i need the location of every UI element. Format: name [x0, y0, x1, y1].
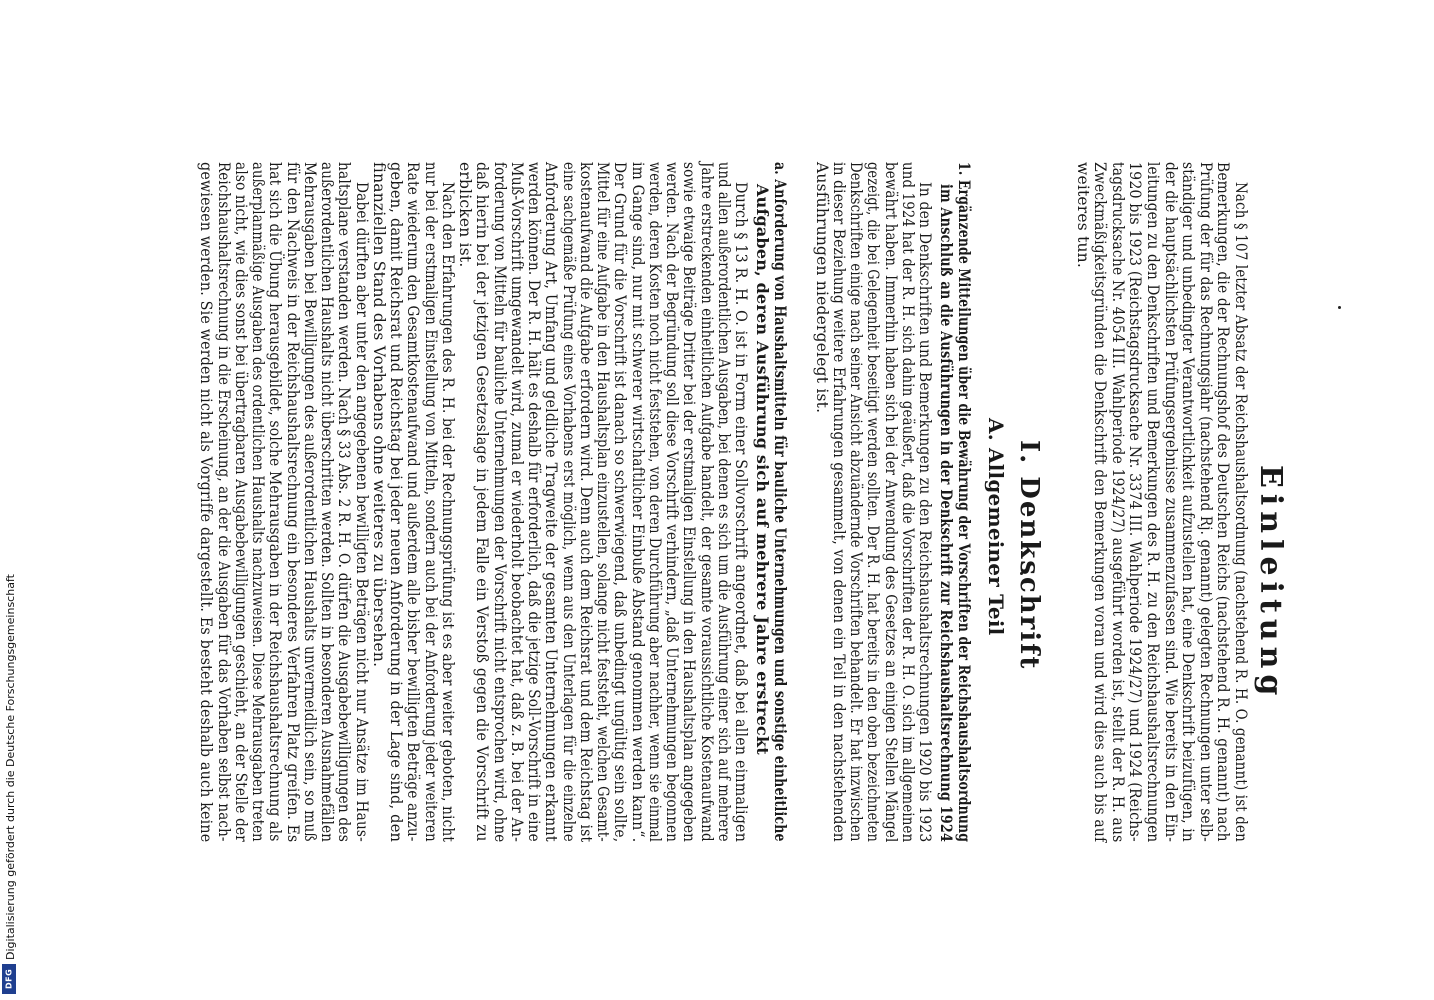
dfg-logo: DFG — [2, 964, 16, 994]
body-line: Mehrausgaben bei Bewilligungen des außerordentlichen Haushalts unvermeidlich sein, so muß — [300, 162, 319, 842]
body-line: geben, damit Reichsrat und Reichstag bei jeder neuen Anforderung in der Lage sind, den — [387, 162, 405, 843]
intro-line: leitungen zu den Denkschriften und Bemerkungen des R. H. zu den Reichshaushaltsrechnungen — [1144, 162, 1162, 843]
sub1-line: und 1924 hat der R. H. sich dahin geäußert, daß die Vorschriften der R. H. O. sich im allgemeinen — [898, 162, 917, 843]
body-line: nur bei der erstmaligen Einstellung von Mitteln, sondern auch bei der Anforderung jeder weiteren — [421, 162, 440, 842]
body-line: Der Grund für die Vorschrift ist danach so schwerwiegend, daß unbedingt ungültig sein sollte, — [611, 162, 630, 843]
body-line: für den Nachweis in der Reichshaushaltsrechnung ein besonderes Verfahren Platz greifen. Es — [283, 162, 302, 843]
intro-line: der die hauptsächlichsten Prüfungsergebnisse zusammenzufassen sind. Wie bereits in den Ein- — [1161, 162, 1180, 843]
intro-line: 1920 bis 1923 (Reichstagsdrucksache Nr. 3374 III. Wahlperiode 1924/27) und 1924 (Reichs- — [1126, 162, 1145, 842]
body-line: werden, deren Kosten noch nicht feststehen, von deren Durchführung aber nachher, wenn sie einmal — [645, 162, 664, 843]
body-line: finanziellen Stand des Vorhabens ohne weiteres zu übersehen. — [369, 162, 388, 668]
part-heading: A. Allgemeiner Teil — [984, 418, 1008, 636]
body-line: außerordentlichen Haushalts nicht überschritten werden. Sollten in besonderen Ausnahmefällen — [318, 162, 336, 843]
intro-line: weiteres tun. — [1073, 162, 1092, 268]
body-line: kostenaufwand die Aufgabe erfordern wird. Denn auch dem Reichsrat und dem Reichstag ist — [576, 162, 595, 843]
intro-line: ständiger und unbedingter Verantwortlichkeit aufzustellen hat, eine Denkschrift beizufügen, in — [1179, 162, 1198, 842]
section-heading: I. Denkschrift — [1014, 440, 1044, 671]
body-line: Reichshaushaltsrechnung in die Erscheinung, an der die Ausgaben für das Vorhaben selbst nach- — [214, 162, 233, 842]
sub1-heading: im Anschluß an die Ausführungen in der Denkschrift zur Reichshaushaltsrechnung 1924 — [937, 184, 956, 843]
page-title: Einleitung — [1253, 465, 1288, 702]
body-line: Mittel für eine Aufgabe in den Haushaltsplan einzustellen, solange nicht feststeht, welchen Gesamt- — [594, 162, 612, 842]
body-line: eine sachgemäße Prüfung eines Vorhabens erst möglich, wenn aus den Unterlagen für die einzelne — [559, 162, 578, 842]
body-line: Muß-Vorschrift umgewandelt wird, zumal er wiederholt beobachtet hat, daß z. B. bei der An- — [507, 162, 526, 843]
scan-speck — [1338, 306, 1341, 309]
body-line: außerplanmäßige Ausgaben des ordentlichen Haushalts nachzuweisen. Diese Mehrausgaben treten — [249, 162, 267, 842]
sub1-line: bewährt haben. Immerhin haben sich bei der Anwendung des Gesetzes an einigen Stellen Mängel — [881, 162, 900, 843]
sub-a-heading: Aufgaben, deren Ausführung sich auf mehrere Jahre erstreckt — [753, 184, 772, 755]
body-line: Jahre erstreckenden einheitlichen Aufgabe handelt, der gesamte voraussichtliche Kostenaufwand — [697, 162, 716, 842]
body-line: werden. Nach der Begründung soll diese Vorschrift verhindern, „daß Unternehmungen begonnen — [663, 162, 681, 843]
sub1-line: gezeigt, die bei Gelegenheit beseitigt werden sollten. Der R. H. hat bereits in den oben bezeichneten — [864, 162, 883, 843]
body-line: Dabei dürften aber unter den angegebenen bewilligten Beträgen nicht nur Ansätze im Haus- — [352, 182, 371, 842]
sub1-line: In den Denkschriften und Bemerkungen zu den Reichshaushaltsrechnungen 1920 bis 1923 — [916, 182, 934, 843]
body-line: gewiesen werden. Sie werden nicht als Vorgriffe dargestellt. Es besteht deshalb auch keine — [197, 162, 216, 843]
body-line: erblicken ist. — [456, 162, 474, 268]
intro-line: Prüfung der für das Rechnungsjahr (nachstehend Rj. genannt) gelegten Rechnungen unter selb- — [1196, 162, 1215, 842]
body-line: werden können. Der R. H. hält es deshalb für erforderlich, daß die jetzige Soll-Vorschrift in eine — [525, 162, 543, 842]
body-line: Durch § 13 R. H. O. ist in Form einer Sollvorschrift angeordnet, daß bei allen einmaligen — [732, 182, 750, 843]
intro-line: Zweckmäßigkeitsgründen die Denkschrift den Bemerkungen voran und wird dies auch bis auf — [1091, 162, 1110, 843]
body-line: Anforderung Art, Umfang und geldliche Tragweite der gesamten Unternehmungen erkannt — [542, 162, 561, 842]
body-line: haltsplane verstanden werden. Nach § 33 Abs. 2 R. H. O. dürfen die Ausgabebewilligungen des — [335, 162, 354, 842]
body-line: Rate wiederum den Gesamtkostenaufwand und außerdem alle bisher bewilligten Beträge anzu- — [404, 162, 423, 842]
body-line: also nicht, wie dies sonst bei übertragbaren Ausgabebewilligungen geschieht, an der Stelle der — [231, 162, 250, 842]
body-line: forderung von Mitteln für bauliche Unternehmungen der Vorschrift nicht entsprochen wird, ohne — [490, 162, 509, 843]
intro-line: Bemerkungen, die der Rechnungshof des Deutschen Reichs (nachstehend R. H. genannt) nach — [1214, 162, 1233, 842]
sub1-line: Ausführungen niedergelegt ist. — [812, 162, 831, 414]
body-line: Nach den Erfahrungen des R. H. bei der Rechnungsprüfung ist es aber weiter geboten, nicht — [438, 182, 457, 843]
sub1-heading: 1. Ergänzende Mitteilungen über die Bewährung der Vorschriften der Reichshaushaltsordnung — [955, 162, 974, 843]
sub-a-heading: a. Anforderung von Haushaltsmitteln für bauliche Unternehmungen und sonstige einheitliche — [771, 162, 790, 842]
intro-line: tagsdrucksache Nr. 4054 III. Wahlperiode 1924/27) ausgeführt worden ist, stellt der R. H. aus — [1108, 162, 1127, 843]
sub1-line: in dieser Beziehung weitere Erfahrungen gesammelt, von denen ein Teil in den nachstehenden — [830, 162, 848, 842]
footer-credit: Digitalisierung gefördert durch die Deutsche Forschungsgemeinschaft — [4, 574, 17, 960]
body-line: hat sich die Übung herausgebildet, solche Mehrausgaben in der Reichshaushaltsrechnung als — [266, 162, 285, 842]
sub1-line: Denkschriften einige nach seiner Ansicht abzuändernde Vorschriften behandelt. Er hat inzwischen — [847, 162, 866, 842]
body-line: und allen außerordentlichen Ausgaben, bei denen es sich um die Ausführung einer sich auf mehrere — [714, 162, 733, 842]
body-line: daß hierin bei der jetzigen Gesetzeslage in jedem Falle ein Verstoß gegen die Vorschrift zu — [473, 162, 492, 842]
body-line: sowie etwaige Beiträge Dritter bei der erstmaligen Einstellung in den Haushaltsplan angegeben — [680, 162, 699, 843]
intro-line: Nach § 107 letzter Absatz der Reichshaushaltsordnung (nachstehend R. H. O. genannt) ist den — [1232, 182, 1250, 842]
body-line: im Gange sind, nur mit schwerer wirtschaftlicher Einbuße Abstand genommen werden kann“. — [628, 162, 647, 843]
